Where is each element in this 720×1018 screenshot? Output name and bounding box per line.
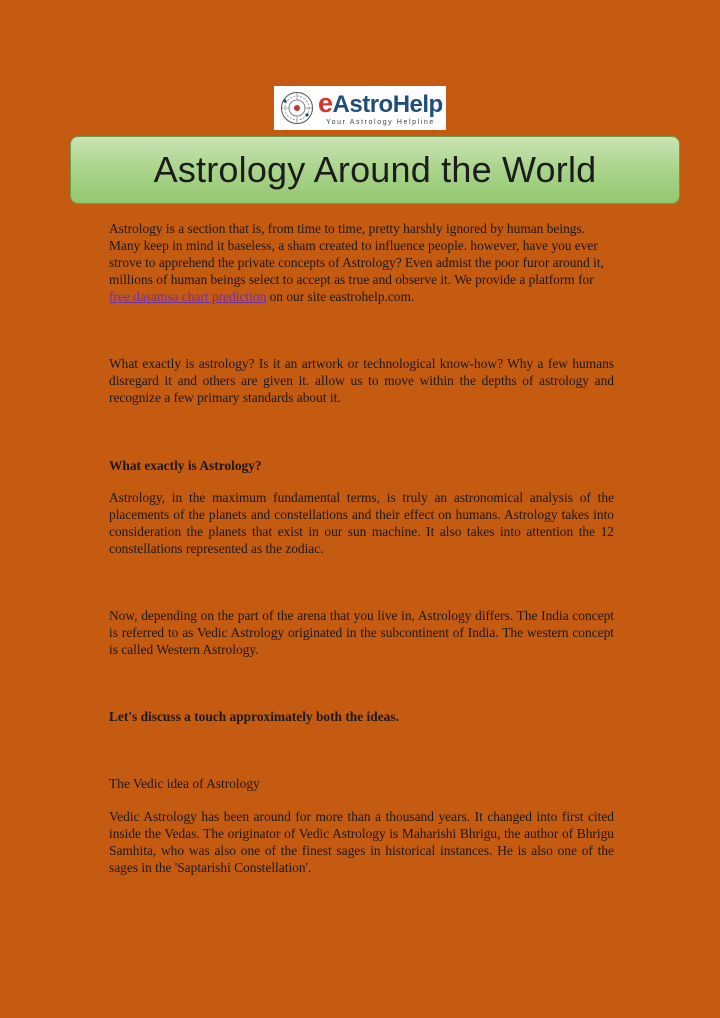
dasamsa-prediction-link[interactable]: free dasamsa chart prediction xyxy=(109,289,267,304)
heading-both-ideas-wrap xyxy=(109,708,614,725)
logo-name-rest: AstroHelp xyxy=(332,91,443,118)
heading-what-is-astrology: What exactly is Astrology? xyxy=(109,458,262,473)
site-logo[interactable] xyxy=(274,86,446,130)
heading-what-is-astrology-wrap xyxy=(109,457,614,474)
definition-paragraph: Astrology, in the maximum fundamental terms, is truly an astronomical analysis of the placements of the planets and constellations and their effect on humans. Astrology takes into consideration the planets that exist in our sun machine. It also takes into attention the 12 constellations represented as the zodiac. xyxy=(109,490,614,556)
page-title: Astrology Around the World xyxy=(153,149,597,190)
zodiac-wheel-icon xyxy=(280,91,314,125)
question-section xyxy=(109,355,614,406)
vedic-paragraph: Vedic Astrology has been around for more than a thousand years. It changed into first cited inside the Vedas. The originator of Vedic Astrology is Maharishi Bhrigu, the author of Bhrigu Samhita, who was also one of the finest sages in historical instances. He is also one of the sages in the 'Saptarishi Constellation'. xyxy=(109,809,614,875)
intro-text-end: on our site eastrohelp.com. xyxy=(266,289,415,304)
vedic-section xyxy=(109,808,614,876)
heading-both-ideas: Let's discuss a touch approximately both the ideas. xyxy=(109,709,399,724)
definition-section xyxy=(109,489,614,557)
regional-section xyxy=(109,607,614,658)
title-banner xyxy=(70,136,680,204)
logo-letter-e: e xyxy=(318,88,333,118)
regional-paragraph: Now, depending on the part of the arena that you live in, Astrology differs. The India concept is referred to as Vedic Astrology originated in the subcontinent of India. The western concept is called Western Astrology. xyxy=(109,608,614,657)
question-paragraph: What exactly is astrology? Is it an artwork or technological know-how? Why a few humans disregard it and others are given it. allow us to move within the depths of astrology and recognize a few primary standards about it. xyxy=(109,356,614,405)
logo-tagline: Your Astrology Helpline xyxy=(326,119,435,126)
vedic-subheading: The Vedic idea of Astrology xyxy=(109,776,260,791)
vedic-subheading-wrap xyxy=(109,775,614,792)
intro-text: Astrology is a section that is, from time to time, pretty harshly ignored by human beings. Many keep in mind it baseless, a sham created to influence people. however, have you ever strove to apprehend the private concepts of Astrology? Even admist the poor furor around it, millions of human beings select to accept as true and observe it. We provide a platform for xyxy=(109,221,604,287)
intro-paragraph xyxy=(109,220,614,305)
intro-section xyxy=(109,220,614,305)
logo-wordmark xyxy=(318,90,443,117)
